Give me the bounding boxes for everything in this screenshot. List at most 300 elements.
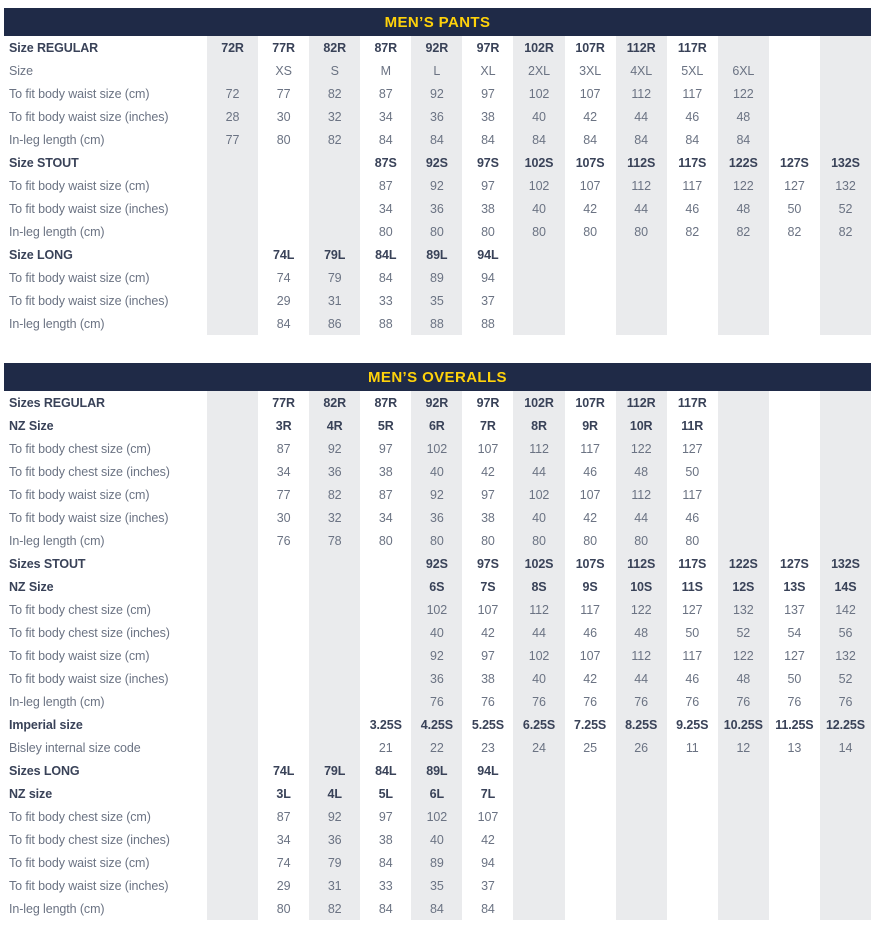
table-row: [4, 506, 871, 529]
table-cell: 80: [583, 533, 597, 548]
row-label: To fit body chest size (cm): [9, 441, 151, 456]
table-cell: 132S: [820, 552, 871, 575]
table-cell: [309, 151, 360, 174]
table-cell: [258, 174, 309, 197]
table-cell: 38: [378, 832, 393, 847]
table-cell: 117: [682, 178, 703, 193]
row-label: To fit body waist size (inches): [9, 510, 169, 525]
table-mens-pants: [4, 0, 871, 335]
table-cell: 56: [820, 621, 871, 644]
table-cell: [207, 312, 258, 335]
table-cell: 127S: [780, 155, 809, 170]
table-cell: 127S: [780, 556, 809, 571]
table-cell: [718, 437, 769, 460]
table-cell: [718, 312, 769, 335]
row-label: To fit body waist size (cm): [9, 648, 150, 663]
table-row: [4, 151, 871, 174]
table-cell: 80: [276, 132, 291, 147]
table-cell: [616, 805, 667, 828]
row-label: In-leg length (cm): [9, 694, 105, 709]
table-cell: 44: [513, 621, 564, 644]
table-cell: 76: [787, 694, 802, 709]
table-cell: [565, 782, 616, 805]
table-cell: 5XL: [681, 63, 704, 78]
table-cell: 76: [820, 690, 871, 713]
table-cell: [616, 782, 667, 805]
table-cell: [820, 506, 871, 529]
table-cell: 3L: [276, 786, 291, 801]
table-cell: 97: [378, 441, 393, 456]
table-row: [4, 759, 871, 782]
table-cell: [718, 243, 769, 266]
table-cell: [207, 220, 258, 243]
table-cell: [360, 552, 411, 575]
table-cell: [207, 805, 258, 828]
table-cell: [820, 782, 871, 805]
table-cell: [565, 851, 616, 874]
table-cell: [718, 460, 769, 483]
table-cell: [513, 897, 564, 920]
table-cell: [616, 828, 667, 851]
table-row: [4, 644, 871, 667]
table-cell: 84: [411, 128, 462, 151]
table-cell: 4R: [309, 414, 360, 437]
table-row: [4, 36, 871, 59]
table-cell: 84: [616, 128, 667, 151]
table-mens-overalls: [4, 363, 871, 920]
table-cell: [565, 874, 616, 897]
table-cell: [667, 805, 718, 828]
table-cell: 74: [276, 855, 291, 870]
table-cell: 77R: [272, 40, 295, 55]
table-cell: 74L: [272, 763, 295, 778]
table-cell: [360, 598, 411, 621]
table-cell: 112: [616, 644, 667, 667]
table-cell: 84: [378, 270, 393, 285]
table-cell: 80: [411, 220, 462, 243]
table-cell: [769, 874, 820, 897]
table-cell: [207, 552, 258, 575]
table-cell: 42: [481, 832, 495, 847]
table-cell: 12: [718, 736, 769, 759]
table-cell: 13: [787, 740, 802, 755]
table-cell: 14: [820, 736, 871, 759]
table-cell: 87: [276, 809, 291, 824]
table-cell: 7L: [480, 786, 496, 801]
table-cell: 107: [477, 602, 499, 617]
table-cell: [309, 713, 360, 736]
table-cell: [207, 667, 258, 690]
table-row: [4, 460, 871, 483]
table-cell: [258, 690, 309, 713]
table-cell: [820, 897, 871, 920]
mens-overalls-body: [4, 391, 871, 920]
table-cell: 87: [276, 441, 291, 456]
table-cell: [360, 575, 411, 598]
table-cell: 80: [411, 529, 462, 552]
table-row: [4, 782, 871, 805]
table-cell: 34: [378, 201, 393, 216]
table-cell: [309, 575, 360, 598]
table-cell: [820, 483, 871, 506]
table-cell: 38: [378, 464, 393, 479]
table-cell: 50: [787, 671, 802, 686]
table-cell: [820, 529, 871, 552]
table-cell: [513, 874, 564, 897]
table-cell: [258, 644, 309, 667]
table-cell: L: [411, 59, 462, 82]
table-cell: 46: [685, 201, 700, 216]
table-cell: 94: [481, 855, 495, 870]
table-cell: 132: [820, 174, 871, 197]
table-cell: 36: [411, 506, 462, 529]
table-cell: [820, 289, 871, 312]
table-cell: 82: [820, 220, 871, 243]
row-label: To fit body waist size (inches): [9, 878, 169, 893]
table-cell: [309, 667, 360, 690]
table-cell: 97: [481, 178, 495, 193]
table-cell: [616, 266, 667, 289]
table-cell: [309, 690, 360, 713]
table-cell: [769, 36, 820, 59]
table-cell: [769, 897, 820, 920]
table-cell: 102: [411, 598, 462, 621]
table-cell: XL: [480, 63, 496, 78]
table-cell: [207, 151, 258, 174]
table-cell: 46: [685, 671, 700, 686]
table-cell: [769, 82, 820, 105]
table-cell: 31: [309, 289, 360, 312]
table-cell: 76: [685, 694, 700, 709]
table-cell: 92R: [411, 391, 462, 414]
table-cell: 31: [309, 874, 360, 897]
table-cell: 9S: [582, 579, 598, 594]
table-row: [4, 391, 871, 414]
table-cell: 46: [685, 510, 700, 525]
table-row: [4, 598, 871, 621]
table-cell: 97R: [476, 40, 500, 55]
table-cell: 48: [718, 197, 769, 220]
table-cell: [769, 759, 820, 782]
table-cell: [309, 644, 360, 667]
table-cell: [820, 874, 871, 897]
table-cell: [718, 36, 769, 59]
table-cell: [769, 460, 820, 483]
row-label: To fit body waist size (inches): [9, 671, 169, 686]
table-cell: 13S: [783, 579, 806, 594]
table-cell: 92S: [411, 552, 462, 575]
table-cell: 46: [685, 109, 700, 124]
table-cell: [513, 266, 564, 289]
row-label: In-leg length (cm): [9, 316, 105, 331]
row-label: To fit body waist size (cm): [9, 855, 150, 870]
table-cell: 33: [378, 293, 393, 308]
table-cell: 87S: [374, 155, 397, 170]
row-label: Sizes LONG: [9, 763, 80, 778]
table-cell: 76: [718, 690, 769, 713]
row-label: NZ size: [9, 786, 53, 801]
table-cell: [207, 874, 258, 897]
table-cell: [820, 759, 871, 782]
table-cell: 25: [583, 740, 597, 755]
table-row: [4, 529, 871, 552]
row-label: Size: [9, 63, 33, 78]
table-cell: 84: [378, 132, 393, 147]
table-cell: 2XL: [513, 59, 564, 82]
table-cell: [667, 289, 718, 312]
table-cell: 42: [583, 510, 597, 525]
table-cell: 38: [481, 671, 495, 686]
table-cell: [309, 736, 360, 759]
table-cell: [565, 897, 616, 920]
table-cell: [769, 289, 820, 312]
table-cell: 132: [718, 598, 769, 621]
table-cell: 117R: [677, 40, 707, 55]
table-cell: 97: [378, 809, 393, 824]
table-cell: 102R: [513, 391, 564, 414]
table-cell: 42: [583, 109, 597, 124]
table-cell: [207, 736, 258, 759]
table-row: [4, 874, 871, 897]
table-cell: 79: [309, 851, 360, 874]
row-label: In-leg length (cm): [9, 224, 105, 239]
row-label: In-leg length (cm): [9, 132, 105, 147]
table-cell: 40: [411, 828, 462, 851]
table-cell: [718, 266, 769, 289]
table-cell: 84: [718, 128, 769, 151]
table-cell: [207, 243, 258, 266]
table-cell: 46: [583, 625, 597, 640]
table-cell: 72: [207, 82, 258, 105]
table-row: [4, 312, 871, 335]
table-cell: [258, 621, 309, 644]
table-cell: 87R: [374, 40, 398, 55]
table-cell: 80: [513, 220, 564, 243]
row-label: To fit body chest size (inches): [9, 625, 170, 640]
mens-pants-body: [4, 36, 871, 335]
table-cell: 87: [378, 86, 393, 101]
table-cell: 92S: [411, 151, 462, 174]
table-cell: 44: [616, 506, 667, 529]
table-row: [4, 713, 871, 736]
table-cell: [718, 289, 769, 312]
table-cell: [207, 483, 258, 506]
table-cell: [513, 805, 564, 828]
table-cell: 32: [309, 506, 360, 529]
table-cell: 42: [481, 625, 495, 640]
table-cell: 11R: [681, 418, 704, 433]
table-cell: 79L: [309, 759, 360, 782]
table-cell: [258, 552, 309, 575]
table-cell: [718, 391, 769, 414]
table-cell: 29: [276, 878, 291, 893]
table-cell: 4L: [309, 782, 360, 805]
table-cell: 117: [682, 487, 703, 502]
table-cell: 122: [616, 437, 667, 460]
table-cell: [207, 391, 258, 414]
row-label: To fit body waist size (inches): [9, 201, 169, 216]
table-cell: [258, 575, 309, 598]
table-cell: 8R: [513, 414, 564, 437]
table-cell: 34: [276, 832, 291, 847]
table-cell: 102S: [513, 151, 564, 174]
table-cell: 97: [481, 648, 495, 663]
table-cell: 54: [787, 625, 802, 640]
table-cell: 9R: [582, 418, 598, 433]
table-cell: 34: [378, 109, 393, 124]
table-cell: [360, 690, 411, 713]
table-cell: [207, 197, 258, 220]
table-cell: 92: [411, 483, 462, 506]
table-cell: 117: [580, 441, 600, 456]
mens-overalls-title: MEN’S OVERALLS: [368, 368, 507, 386]
table-cell: [820, 36, 871, 59]
table-cell: [769, 437, 820, 460]
table-cell: 36: [309, 828, 360, 851]
table-cell: 112S: [616, 151, 667, 174]
table-cell: [513, 851, 564, 874]
table-cell: [718, 828, 769, 851]
table-cell: 44: [616, 105, 667, 128]
table-cell: 38: [481, 201, 495, 216]
table-row: [4, 243, 871, 266]
table-cell: [207, 266, 258, 289]
table-cell: [769, 483, 820, 506]
table-cell: 97S: [476, 155, 499, 170]
table-cell: [207, 644, 258, 667]
table-cell: 84: [276, 316, 291, 331]
row-label: Sizes STOUT: [9, 556, 86, 571]
table-cell: 94L: [477, 763, 499, 778]
table-cell: 80: [513, 529, 564, 552]
table-cell: 9.25S: [676, 717, 709, 732]
table-cell: 132S: [820, 151, 871, 174]
table-cell: [718, 759, 769, 782]
table-cell: 77: [276, 487, 291, 502]
table-cell: 84: [513, 128, 564, 151]
table-cell: [258, 598, 309, 621]
table-cell: [207, 782, 258, 805]
table-cell: 12S: [718, 575, 769, 598]
mens-pants-title: MEN’S PANTS: [384, 13, 491, 31]
table-cell: 5L: [378, 786, 393, 801]
table-cell: 127: [784, 648, 805, 663]
table-cell: [565, 828, 616, 851]
table-cell: 102: [411, 805, 462, 828]
table-cell: [513, 759, 564, 782]
table-cell: 6.25S: [513, 713, 564, 736]
table-cell: 82: [309, 82, 360, 105]
table-cell: [258, 151, 309, 174]
table-cell: [718, 897, 769, 920]
table-cell: [769, 105, 820, 128]
table-cell: 11: [685, 740, 699, 755]
table-cell: [820, 851, 871, 874]
table-cell: 34: [378, 510, 393, 525]
table-cell: 80: [481, 533, 495, 548]
table-cell: [820, 437, 871, 460]
table-cell: [616, 243, 667, 266]
table-cell: [207, 289, 258, 312]
table-cell: 50: [685, 625, 700, 640]
table-cell: 34: [276, 464, 291, 479]
table-cell: [718, 483, 769, 506]
table-cell: 102: [513, 483, 564, 506]
table-cell: 107R: [575, 395, 605, 410]
table-cell: 28: [207, 105, 258, 128]
table-cell: 117: [580, 602, 600, 617]
table-cell: [769, 506, 820, 529]
table-cell: 82: [787, 224, 802, 239]
table-cell: [309, 174, 360, 197]
table-row: [4, 851, 871, 874]
table-cell: 92: [411, 644, 462, 667]
table-cell: 4XL: [616, 59, 667, 82]
table-cell: 26: [616, 736, 667, 759]
table-cell: [667, 874, 718, 897]
table-cell: [718, 851, 769, 874]
table-row: [4, 690, 871, 713]
table-cell: 6XL: [718, 59, 769, 82]
table-cell: [820, 128, 871, 151]
table-cell: [309, 598, 360, 621]
table-cell: 82R: [309, 36, 360, 59]
table-cell: 44: [616, 197, 667, 220]
table-cell: [207, 59, 258, 82]
table-cell: 107: [579, 178, 601, 193]
table-cell: [258, 667, 309, 690]
table-cell: [769, 391, 820, 414]
table-cell: 82: [309, 897, 360, 920]
table-cell: 94L: [477, 247, 499, 262]
table-cell: 80: [481, 224, 495, 239]
table-cell: 117S: [678, 556, 707, 571]
table-cell: 7.25S: [574, 717, 607, 732]
table-cell: [360, 667, 411, 690]
row-label: Sizes REGULAR: [9, 395, 105, 410]
row-label: To fit body waist size (cm): [9, 178, 150, 193]
table-cell: 4.25S: [411, 713, 462, 736]
table-cell: 127: [681, 602, 703, 617]
table-cell: 11S: [681, 579, 703, 594]
table-cell: 112R: [616, 36, 667, 59]
table-cell: [565, 759, 616, 782]
table-cell: 48: [616, 460, 667, 483]
table-cell: [769, 128, 820, 151]
mens-pants-title-bar: [4, 8, 871, 36]
table-cell: 102: [411, 437, 462, 460]
row-label: To fit body waist size (cm): [9, 86, 150, 101]
table-cell: 37: [481, 293, 495, 308]
table-cell: 122: [718, 644, 769, 667]
table-cell: [258, 736, 309, 759]
table-cell: 92: [309, 805, 360, 828]
table-cell: [667, 266, 718, 289]
table-cell: [820, 266, 871, 289]
table-cell: [207, 897, 258, 920]
table-cell: [258, 197, 309, 220]
table-cell: [667, 782, 718, 805]
row-label: To fit body chest size (inches): [9, 832, 170, 847]
table-cell: 97: [481, 86, 495, 101]
table-cell: 87R: [374, 395, 398, 410]
table-cell: [667, 759, 718, 782]
table-cell: 5R: [377, 418, 394, 433]
table-cell: [360, 644, 411, 667]
table-cell: 36: [411, 197, 462, 220]
table-cell: [769, 243, 820, 266]
table-row: [4, 266, 871, 289]
